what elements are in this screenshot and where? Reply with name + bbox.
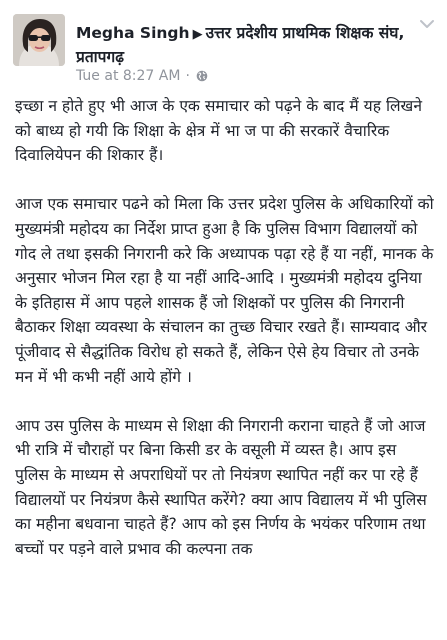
post-body: [15, 94, 435, 586]
post-paragraph: आप उस पुलिस के माध्यम से शिक्षा की निगरानी कराना चाहते हैं जो आज भी रात्रि में चौराहों पर बिना किसी डर के वसूली में व्यस्त है। आप इस पुलिस के माध्यम से अपराधियों पर तो नियंत्रण स्थापित नहीं कर पा रहे हैं विद्यालयों पर नियंत्रण कैसे स्थापित करेंगे? क्या आप विद्यालय में भी पुलिस का महीना बधवाना चाहते हैं? आप को इस निर्णय के भयंकर परिणाम तथा बच्चों पर पड़ने वाले प्रभाव की कल्पना तक: [15, 416, 427, 558]
post-author-line: [76, 22, 406, 68]
post-meta: [76, 66, 208, 86]
group-name[interactable]: उत्तर प्रदेशीय प्राथमिक शिक्षक संघ, प्रतापगढ़: [76, 24, 405, 66]
post-timestamp[interactable]: Tue at 8:27 AM: [76, 68, 181, 84]
shared-to-arrow-icon: ▶: [192, 27, 203, 42]
profile-photo: [13, 14, 65, 66]
post-header: [0, 0, 447, 92]
avatar[interactable]: [13, 14, 65, 66]
globe-icon[interactable]: [196, 70, 208, 82]
author-name[interactable]: Megha Singh: [76, 24, 190, 42]
post-paragraph: इच्छा न होते हुए भी आज के एक समाचार को पढ़ने के बाद मैं यह लिखने को बाध्य हो गयी कि शिक्षा के क्षेत्र में भा ज पा की सरकारें वैचारिक दिवालियेपन की शिकार हैं।: [15, 97, 422, 165]
meta-separator: ·: [185, 68, 190, 84]
chevron-down-icon[interactable]: [419, 18, 435, 30]
post-paragraph: आज एक समाचार पढने को मिला कि उत्तर प्रदेश पुलिस के अधिकारियों को मुख्यमंत्री महोदय का निर्देश प्राप्त हुआ है कि पुलिस विभाग विद्यालयों को गोद ले तथा इसकी निगरानी करे कि अध्यापक पढ़ा रहे हैं या नहीं, मानक के अनुसार भोजन मिल रहा है या नहीं आदि-आदि । मुख्यमंत्री महोदय दुनिया के इतिहास में आप पहले शासक हैं जो शिक्षकों पर पुलिस की निगरानी बैठाकर शिक्षा व्यवस्था के संचालन का तुच्छ विचार रखते हैं। साम्यवाद और पूंजीवाद से सैद्धांतिक विरोध हो सकते हैं, लेकिन ऐसे हेय विचार तो उनके मन में भी कभी नहीं आये होंगे ।: [15, 195, 434, 386]
